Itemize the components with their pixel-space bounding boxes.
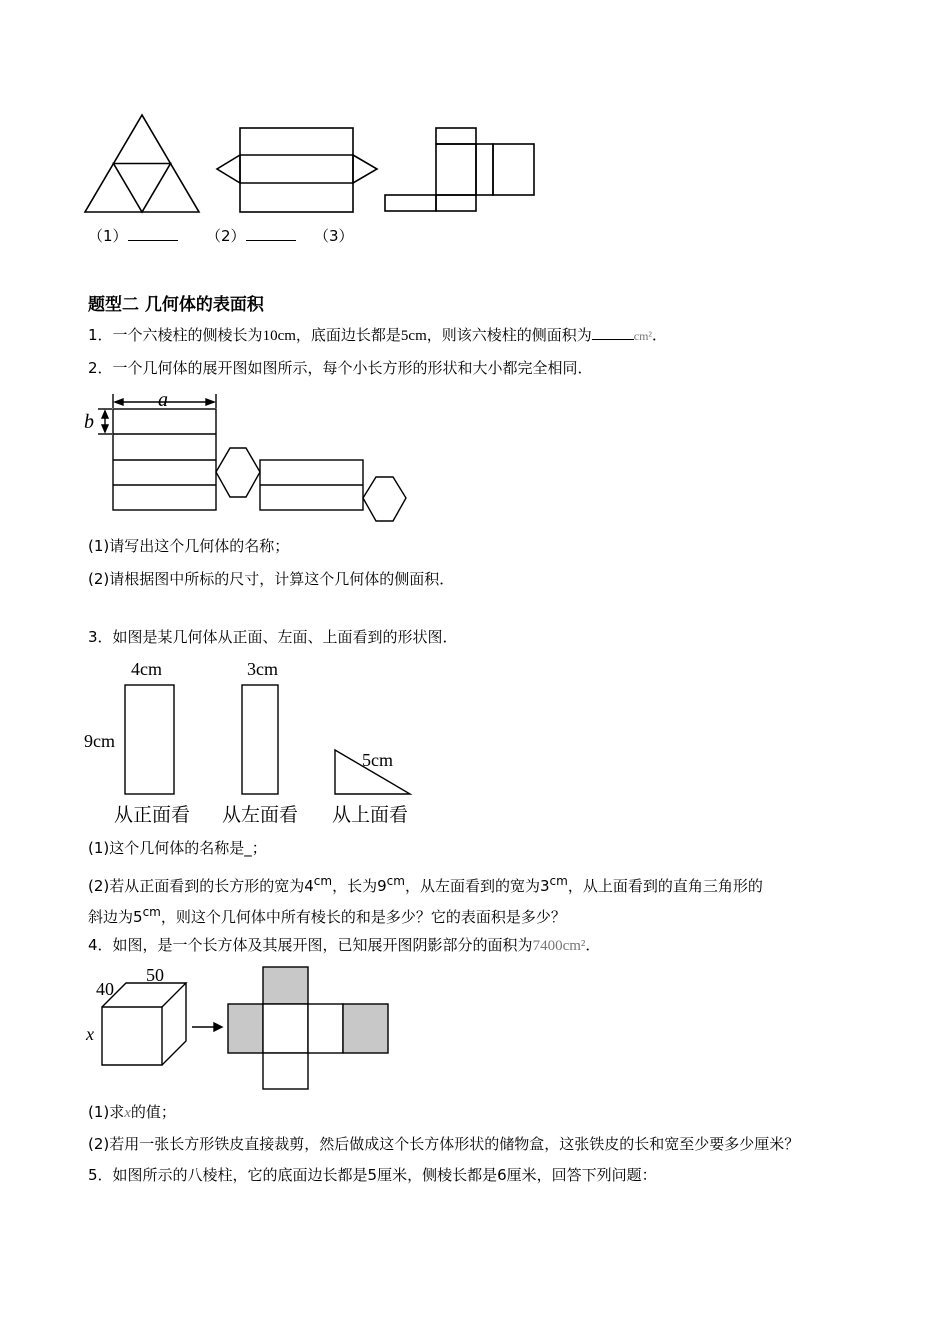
section-title: 题型二 几何体的表面积 [88, 295, 264, 315]
top-label-2: （2） [206, 226, 296, 246]
question-3-sub-2-line-2: 斜边为$5^{cm}$，则这个几何体中所有棱长的和是多少？它的表面积是多少？ [88, 905, 566, 926]
triangle-net [85, 115, 199, 212]
height-label: 9cm [84, 731, 115, 751]
top-label-3: （3） [314, 227, 354, 245]
cuboid-and-net-figure [80, 965, 400, 1095]
hexagonal-prism-net-figure [80, 388, 420, 528]
question-4-sub-2: (2)若用一张长方形铁皮直接裁剪，然后做成这个长方体形状的储物盒，这张铁皮的长和宽至少要多少厘米？ [88, 1135, 800, 1153]
answer-blank-q1[interactable] [592, 325, 634, 340]
question-4-sub-1: (1)求x的值； [88, 1103, 176, 1121]
caption-front: 从正面看 [114, 805, 191, 826]
triangular-prism-net [217, 128, 377, 212]
question-2-sub-2: (2)请根据图中所标的尺寸，计算这个几何体的侧面积． [88, 570, 455, 588]
caption-top: 从上面看 [332, 805, 409, 826]
width-50-label: 50 [146, 965, 164, 985]
top-label-1: （1） [88, 226, 178, 246]
answer-blank-1[interactable] [128, 226, 178, 241]
left-width-label: 3cm [247, 659, 278, 679]
cuboid-net [385, 128, 534, 211]
three-views-figure [80, 655, 440, 830]
question-2-sub-1: (1)请写出这个几何体的名称； [88, 537, 290, 555]
dim-a-label: a [158, 389, 168, 411]
depth-40-label: 40 [96, 979, 114, 999]
question-5: 5．如图所示的八棱柱，它的底面边长都是5厘米，侧棱长都是6厘米，回答下列问题： [88, 1166, 657, 1184]
answer-blank-2[interactable] [246, 226, 296, 241]
hypotenuse-label: 5cm [362, 750, 393, 770]
caption-left: 从左面看 [222, 805, 299, 826]
question-3-sub-1: (1)这个几何体的名称是_； [88, 839, 267, 857]
dim-b-label: b [84, 411, 94, 433]
question-3-sub-2: (2)若从正面看到的长方形的宽为$4^{cm}$，长为$9^{cm}$，从左面看到的宽为$3^{cm}$，从上面看到的直角三角形的 [88, 874, 763, 895]
question-3: 3．如图是某几何体从正面、左面、上面看到的形状图． [88, 628, 458, 646]
question-2: 2．一个几何体的展开图如图所示，每个小长方形的形状和大小都完全相同． [88, 359, 593, 377]
question-1: 1．一个六棱柱的侧棱长为10cm，底面边长都是5cm，则该六棱柱的侧面积为 cm²． [88, 326, 668, 344]
height-x-label: x [86, 1024, 94, 1044]
front-width-label: 4cm [131, 659, 162, 679]
top-nets-figure [80, 110, 550, 220]
question-4: 4．如图，是一个长方体及其展开图，已知展开图阴影部分的面积为7400cm²． [88, 936, 601, 954]
